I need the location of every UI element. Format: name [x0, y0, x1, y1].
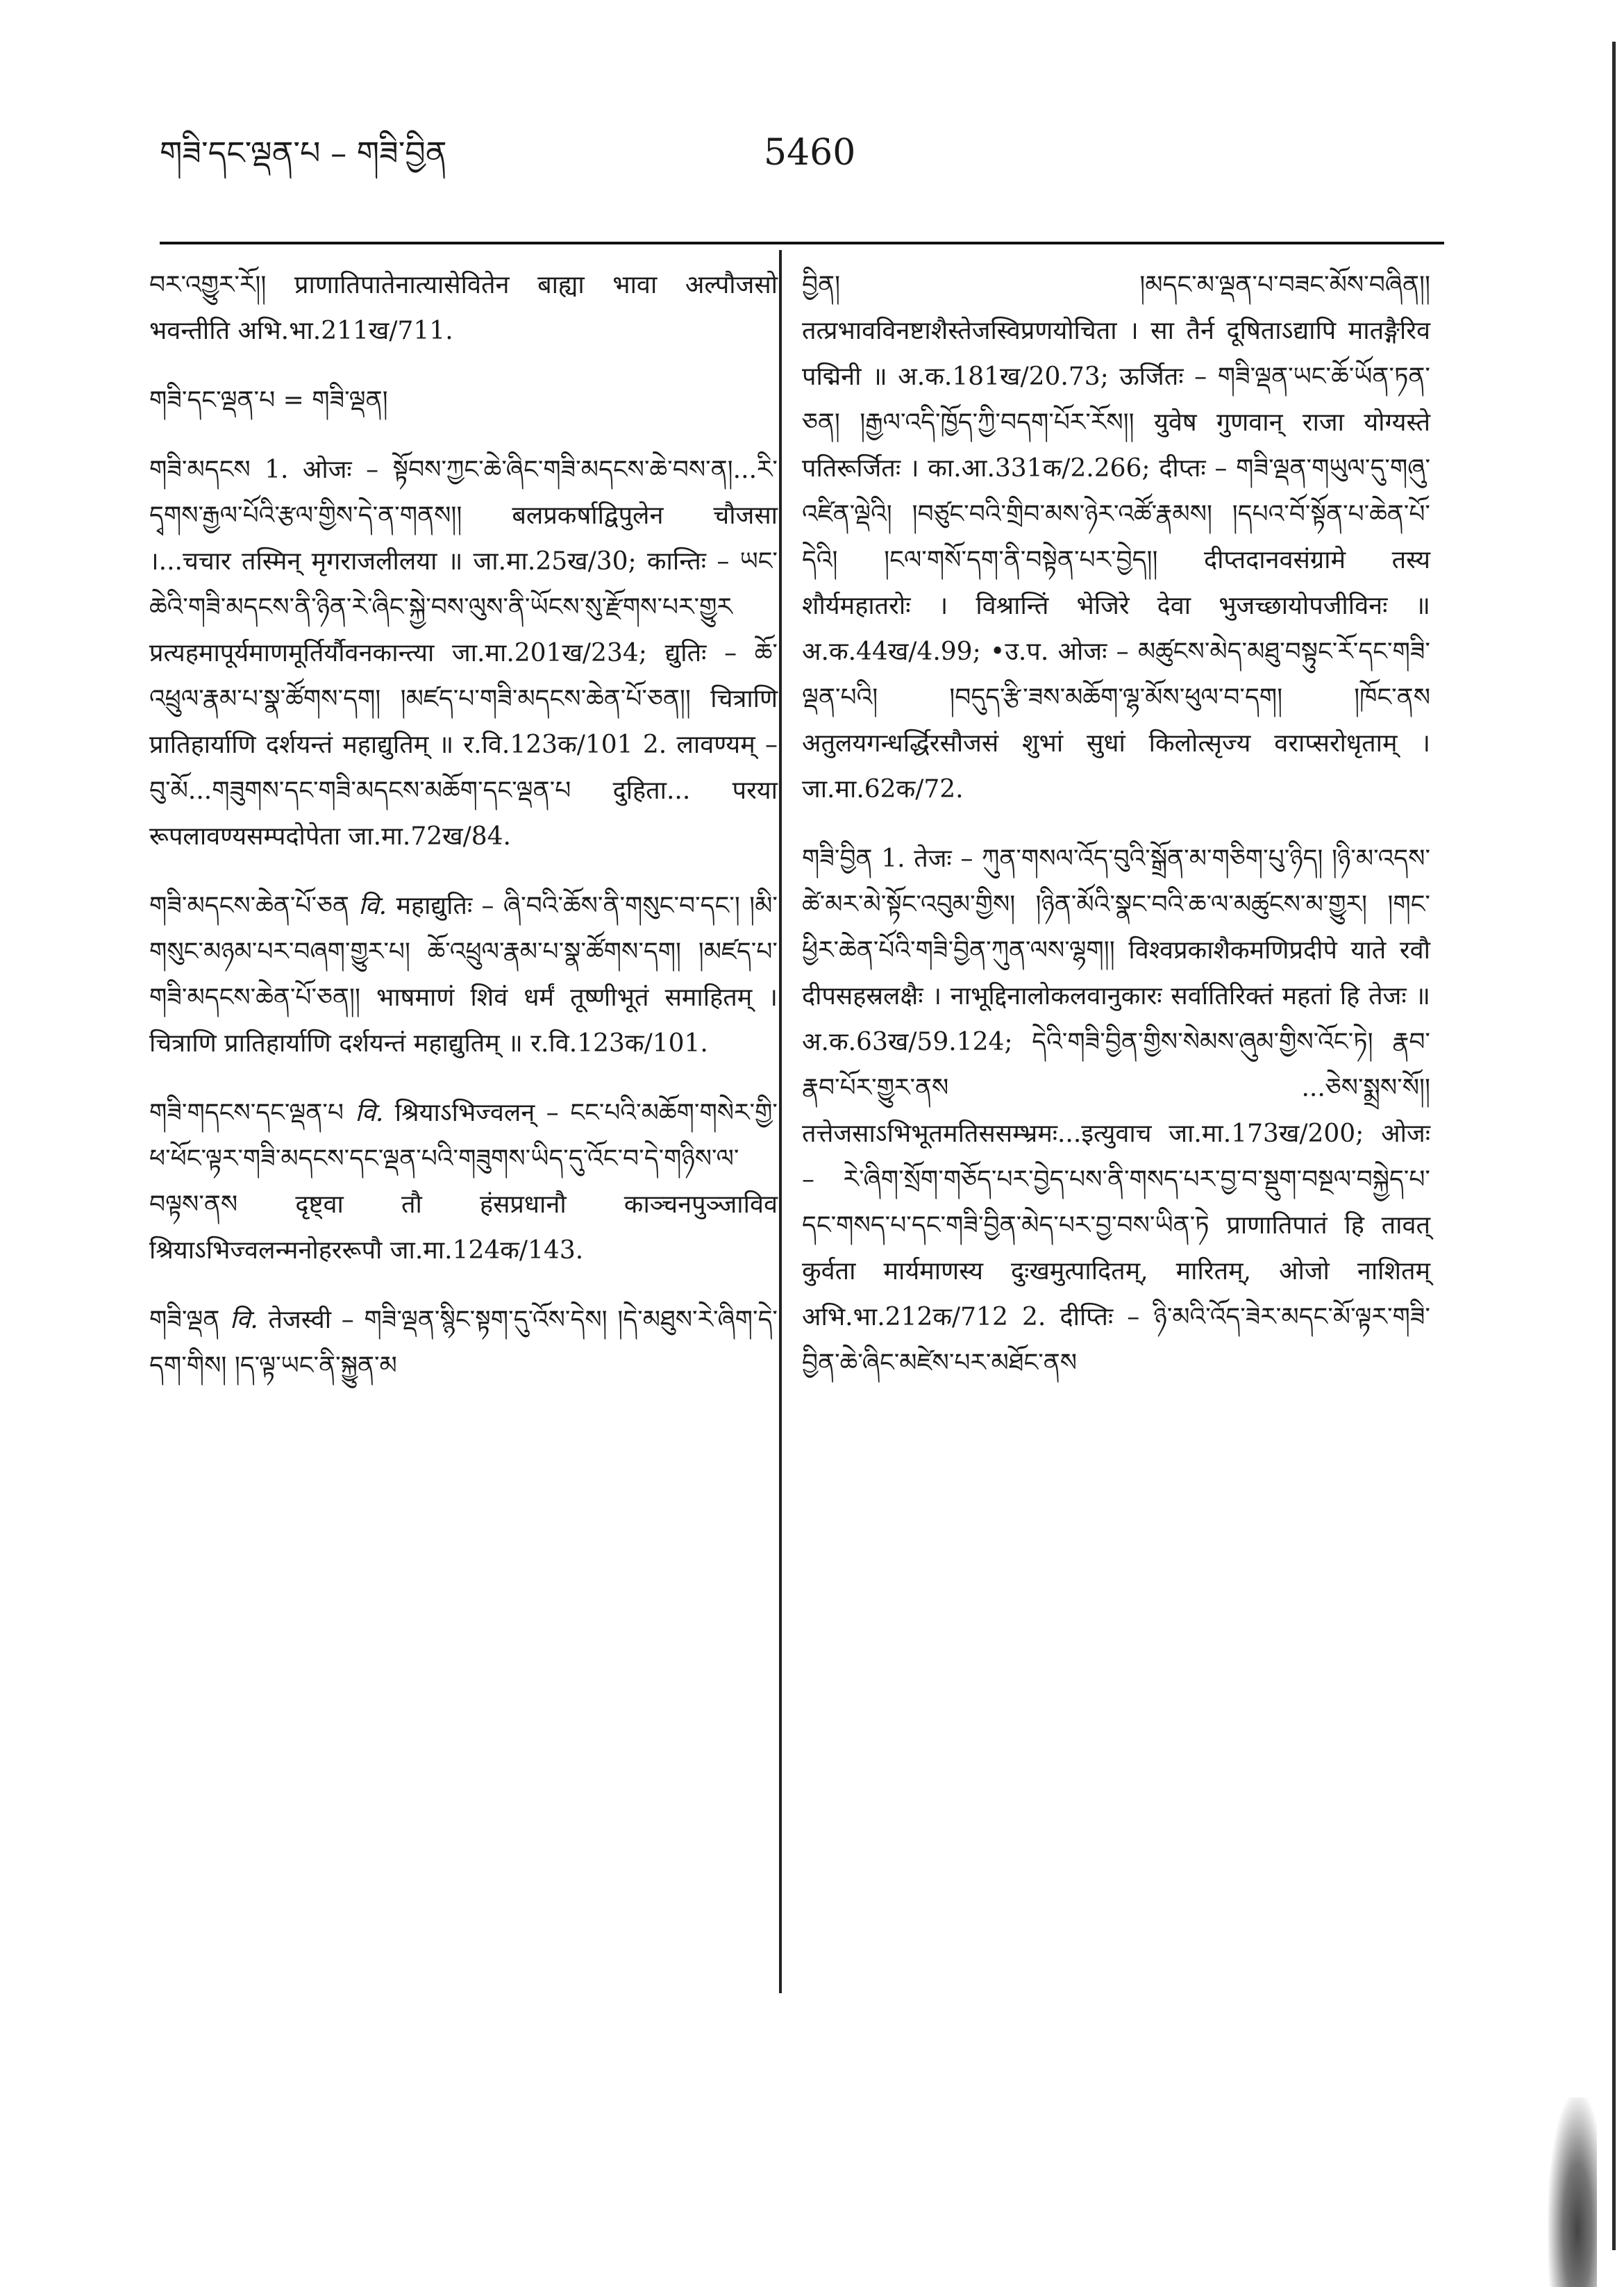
- left-column: [149, 263, 778, 1413]
- entry-text: श्रियाऽभिज्वलन् – ངང་པའི་མཆོག་གསེར་གྱི་ཕ་ཕོང་ལྟར་གཟི་མདངས་དང་ལྡན་པའི་གཟུགས་ཡིད་དུ་འོང་བ་དེ་གཉིས་ལ་བལྟས་ནས दृष्ट्वा तौ हंसप्रधानौ काञ्चनपुञ्जाविव श्रियाऽभिज्वलन्मनोहररूपौ जा.मा.124क/143.: [149, 1099, 778, 1265]
- running-head: གཟི་དང་ལྡན་པ – གཟི་བྱིན: [160, 134, 447, 172]
- entry-text: བྱིན། །མདང་མ་ལྡན་པ་བཟང་མོས་བཞིན།། तत्प्रभावविनष्टाशैस्तेजस्विप्रणयोचिता । सा तैर्न दूषिताऽद्यापि मातङ्गैरिव पद्मिनी ॥ अ.क.181ख/20.73; ऊर्जितः – གཟི་ལྡན་ཡང་ཆོ་ཡོན་ཏན་ཅན། །རྒྱལ་འདི་ཁྱོད་ཀྱི་བདག་པོར་རོས།། युवेष गुणवान् राजा योग्यस्ते पतिरूर्जितः । का.आ.331क/2.266; दीप्तः – གཟི་ལྡན་གཡུལ་དུ་གཞུ་འཛིན་ལྡེའི། །བཙུང་བའི་གྲིབ་མས་ཉེར་འཚོ་རྣམས། །དཔའ་བོ་སྟོན་པ་ཆེན་པོ་དེའི། །ངལ་གསོ་དག་ནི་བསྟེན་པར་བྱེད།། दीप्तदानवसंग्रामे तस्य शौर्यमहातरोः । विश्रान्तिं भेजिरे देवा भुजच्छायोपजीविनः ॥ अ.क.44ख/4.99; •उ.प. ओजः – མཚུངས་མེད་མཐུ་བསྟུང་རོ་དང་གཟི་ལྡན་པའི། །བདུད་རྩི་ཟས་མཆོག་ལྷ་མོས་ཕུལ་བ་དག། །ཁོང་ནས अतुलयगन्धर्द्धिरसौजसं शुभां सुधां किलोत्सृज्य वराप्सरोधृताम् । जा.मा.62क/72.: [802, 271, 1430, 804]
- dictionary-entry: [149, 447, 778, 860]
- dictionary-entry: [149, 378, 778, 424]
- page-edge-line: [1612, 42, 1616, 2250]
- grammar-abbr: वि.: [355, 1099, 384, 1127]
- headword: གཟི་བྱིན: [802, 845, 873, 873]
- entry-text: तेजस्वी – གཟི་ལྡན་སྙིང་སྟག་དུ་འོས་དེས། །དེ་མཐུས་རེ་ཞིག་དེ་དག་གིས། །ད་ལྟ་ཡང་ནི་སྐྱུན་མ: [149, 1306, 778, 1380]
- entry-continuation: [802, 263, 1430, 813]
- entry-text: བར་འགྱུར་རོ།། प्राणातिपातेनात्यासेवितेन बाह्या भावा अल्पौजसो भवन्तीति अभि.भा.211ख/711.: [149, 271, 778, 345]
- right-column: [802, 263, 1430, 1410]
- entry-text: 1. ओजः – སྟོབས་ཀྱང་ཆེ་ཞིང་གཟི་མདངས་ཆེ་བས་ན།...རི་དྭགས་རྒྱལ་པོའི་རྩལ་གྱིས་དེ་ན་གནས།། बलप्रकर्षाद्विपुलेन चौजसा ।...चचार तस्मिन् मृगराजलीलया ॥ जा.मा.25ख/30; कान्तिः – ཡང་ཆེའི་གཟི་མདངས་ནི་ཉིན་རེ་ཞིང་སྐྱེ་བས་ལུས་ནི་ཡོངས་སུ་རྫོགས་པར་གྱུར प्रत्यहमापूर्यमाणमूर्तिर्यौवनकान्त्या जा.मा.201ख/234; द्युतिः – ཆོ་འཕྲུལ་རྣམ་པ་སྣ་ཚོགས་དག། །མཛད་པ་གཟི་མདངས་ཆེན་པོ་ཅན།། चित्राणि प्रातिहार्याणि दर्शयन्तं महाद्युतिम् ॥ र.वि.123क/101 2. लावण्यम् – བུ་མོ...གཟུགས་དང་གཟི་མདངས་མཆོག་དང་ལྡན་པ दुहिता... परया रूपलावण्यसम्पदोपेता जा.मा.72ख/84.: [149, 456, 778, 851]
- entry-text: महाद्युतिः – ཞི་བའི་ཆོས་ནི་གསུང་བ་དང་། །མི་གསུང་མཉམ་པར་བཞག་གྱུར་པ། ཆོ་འཕྲུལ་རྣམ་པ་སྣ་ཚོགས་དག། །མཛད་པ་གཟི་མདངས་ཆེན་པོ་ཅན།། भाषमाणं शिवं धर्मं तूष्णीभूतं समाहितम् । चित्राणि प्रातिहार्याणि दर्शयन्तं महाद्युतिम् ॥ र.वि.123क/101.: [149, 892, 778, 1058]
- grammar-abbr: वि.: [230, 1306, 258, 1334]
- page-header: [160, 132, 1444, 188]
- headword: གཟི་མདངས་ཆེན་པོ་ཅན: [149, 892, 349, 920]
- grammar-abbr: वि.: [358, 892, 387, 920]
- headword: གཟི་གདངས་དང་ལྡན་པ: [149, 1099, 344, 1127]
- headword: གཟི་མདངས: [149, 456, 251, 484]
- dictionary-entry: [149, 1090, 778, 1274]
- dictionary-entry: [149, 883, 778, 1067]
- headword: གཟི་དང་ལྡན་པ: [149, 386, 276, 415]
- dictionary-entry: [802, 836, 1430, 1386]
- headword: གཟི་ལྡན: [149, 1306, 220, 1334]
- column-divider: [779, 250, 782, 1993]
- entry-continuation: [149, 263, 778, 354]
- page-number: 5460: [764, 132, 856, 174]
- entry-text: 1. तेजः – ཀུན་གསལ་འོད་བུའི་སྒྲོན་མ་གཅིག་པུ་ཉིད། །ཉི་མ་འདས་ཚེ་མར་མེ་སྟོང་འབུམ་གྱིས། །ཉིན་མོའི་སྣང་བའི་ཆ་ལ་མཚུངས་མ་གྱུར། །གང་ཕྱིར་ཆེན་པོའི་གཟི་བྱིན་ཀུན་ལས་ལྷག།། विश्वप्रकाशैकमणिप्रदीपे याते रवौ दीपसहस्रलक्षैः । नाभूद्दिनालोकलवानुकारः सर्वातिरिक्तं महतां हि तेजः ॥ अ.क.63ख/59.124; དེའི་གཟི་བྱིན་གྱིས་སེམས་ཞུམ་གྱིས་འོང་ཏེ། རྣབ་རྣབ་པོར་གྱུར་ནས ...ཅེས་སྨྲས་སོ།། तत्तेजसाऽभिभूतमतिससम्भ्रमः...इत्युवाच जा.मा.173ख/200; ओजः – རེ་ཞིག་སྲོག་གཅོད་པར་བྱེད་པས་ནི་གསད་པར་བྱ་བ་སྡུག་བསྔལ་བསྐྱེད་པ་དང་གསད་པ་དང་གཟི་བྱིན་མེད་པར་བྱ་བས་ཡིན་ཏེ प्राणातिपातं हि तावत् कुर्वता मार्यमाणस्य दुःखमुत्पादितम्, मारितम्, ओजो नाशितम् अभि.भा.212क/712 2. दीप्तिः – ཉི་མའི་འོད་ཟེར་མདང་མོ་ལྟར་གཟི་བྱིན་ཆེ་ཞིང་མཛེས་པར་མཐོང་ནས: [802, 845, 1430, 1377]
- dictionary-entry: [149, 1297, 778, 1389]
- binding-shadow: [1548, 2097, 1597, 2287]
- entry-text: = གཟི་ལྡན།: [275, 386, 388, 415]
- header-rule: [160, 242, 1444, 244]
